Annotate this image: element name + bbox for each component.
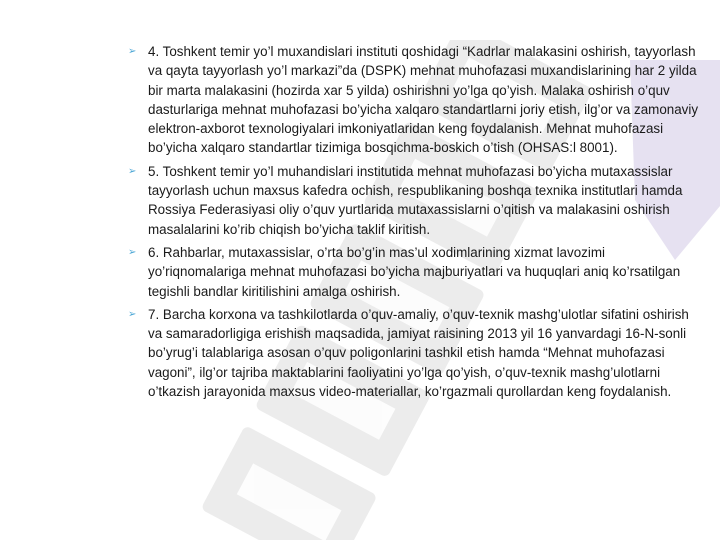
list-item-text: 6. Rahbarlar, mutaxassislar, o’rta bo’g’in mas’ul xodimlarining xizmat lavozimi yo’riqnomalariga mehnat muhofazasi bo’yicha majburiyatlari va huquqlari aniq ko’rsatilgan tegishli bandlar kiritilishini amalga oshirish. [148,244,681,299]
bullet-list [126,42,700,405]
bullet-arrow-icon: ➢ [128,165,137,177]
bullet-arrow-icon: ➢ [128,46,137,57]
list-item-text: 5. Toshkent temir yo’l muhandislari institutida mehnat muhofazasi bo’yicha mutaxassislar tayyorlash uchun maxsus kafedra ochish, respublikaning boshqa texnika institutlari hamda Rossiya Federasiyasi oliy o’quv yurtlarida mutaxassislarni o’qitish va malakasini oshirish masalalarini ko’rib chiqish bo’yicha taklif kiritish. [148,163,683,237]
list-item [126,243,700,301]
list-item [126,42,700,158]
bullet-arrow-icon: ➢ [128,308,137,320]
list-item-text: 7. Barcha korxona va tashkilotlarda o’quv-amaliy, o’quv-texnik mashg’ulotlar sifatini oshirish va samaradorligiga erishish maqsadida, jamiyat raisining 2013 yil 16 yanvardagi 16-N-sonli bo’yrug’i talablariga asosan o’quv poligonlarini tashkil etish hamda “Mehnat muhofazasi vagoni”, ilg’or tajriba maktablarini faoliyatini yo’lga qo’yish, o’quv-texnik mashg’ulotlarni o’tkazish jarayonida maxsus video-materiallar, ko’rgazmali qurollardan keng foydalanish. [148,306,689,400]
list-item [126,305,700,401]
list-item-text: 4. Toshkent temir yo’l muxandislari instituti qoshidagi “Kadrlar malakasini oshirish, tayyorlash va qayta tayyorlash yo’l markazi”da (DSPK) mehnat muhofazasi muxandislarining har 2 yilda bir marta malakasini (hozirda xar 5 yilda) oshirishni yo’lga qo’yish. Malaka oshirish o’quv dasturlariga mehnat muhofazasi bo’yicha xalqaro standartlarni joriy etish, ilg’or va zamonaviy elektron-axborot texnologiyalari imkoniyatlaridan keng foydalanish. Mehnat muhofazasi bo’yicha xalqaro standartlar tizimiga bosqichma-boskich o’tish (OHSAS:l 8001). [148,44,699,156]
list-item [126,162,700,239]
bullet-arrow-icon: ➢ [128,246,137,258]
